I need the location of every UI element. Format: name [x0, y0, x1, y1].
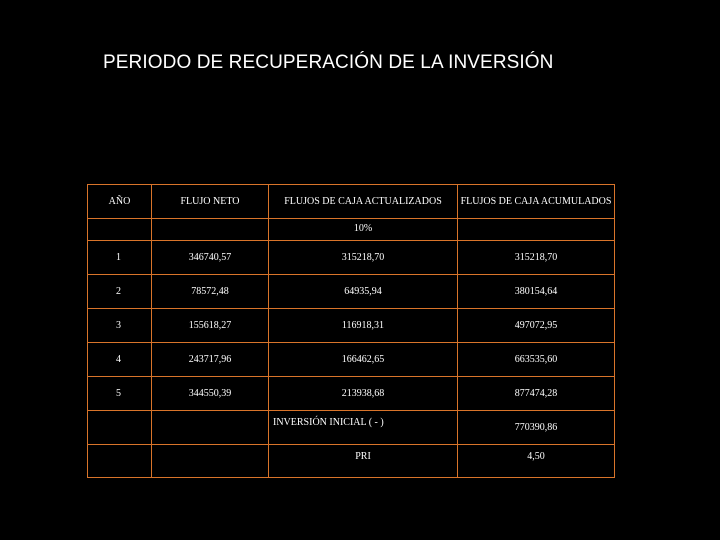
discount-rate	[269, 219, 458, 241]
investment-value: 770390,86	[458, 411, 615, 445]
net-flow-cell: 344550,39	[152, 377, 269, 411]
pri-label: PRI	[269, 445, 458, 478]
page-title: PERIODO DE RECUPERACIÓN DE LA INVERSIÓN	[103, 52, 554, 73]
discounted-cell: 64935,94	[269, 275, 458, 309]
table-row	[88, 309, 615, 343]
investment-row	[88, 411, 615, 445]
discounted-cell: 166462,65	[269, 343, 458, 377]
net-flow-cell: 155618,27	[152, 309, 269, 343]
year-cell: 5	[88, 377, 152, 411]
cumulative-cell: 663535,60	[458, 343, 615, 377]
discount-rate-value: 10%	[353, 223, 373, 234]
year-cell: 4	[88, 343, 152, 377]
table-row	[88, 275, 615, 309]
header-discounted-flows: FLUJOS DE CAJA ACTUALIZADOS	[269, 185, 458, 219]
cumulative-cell: 380154,64	[458, 275, 615, 309]
empty-cell	[88, 445, 152, 478]
empty-cell	[152, 445, 269, 478]
rate-empty-cell	[88, 219, 152, 241]
rate-row	[88, 219, 615, 241]
header-net-flow: FLUJO NETO	[152, 185, 269, 219]
empty-cell	[152, 411, 269, 445]
year-cell: 3	[88, 309, 152, 343]
investment-label: INVERSIÓN INICIAL ( - )	[269, 411, 458, 445]
discounted-cell: 315218,70	[269, 241, 458, 275]
header-cumulative-flows: FLUJOS DE CAJA ACUMULADOS	[458, 185, 615, 219]
table-row	[88, 241, 615, 275]
table-row	[88, 343, 615, 377]
header-year: AÑO	[88, 185, 152, 219]
net-flow-cell: 243717,96	[152, 343, 269, 377]
cumulative-cell: 877474,28	[458, 377, 615, 411]
cumulative-cell: 497072,95	[458, 309, 615, 343]
pri-row	[88, 445, 615, 478]
rate-empty-cell	[458, 219, 615, 241]
net-flow-cell: 78572,48	[152, 275, 269, 309]
discounted-cell: 213938,68	[269, 377, 458, 411]
rate-empty-cell	[152, 219, 269, 241]
table-row	[88, 377, 615, 411]
net-flow-cell: 346740,57	[152, 241, 269, 275]
empty-cell	[88, 411, 152, 445]
discounted-cell: 116918,31	[269, 309, 458, 343]
pri-value: 4,50	[458, 445, 615, 478]
header-row	[88, 185, 615, 219]
year-cell: 1	[88, 241, 152, 275]
payback-table	[87, 184, 615, 478]
year-cell: 2	[88, 275, 152, 309]
cumulative-cell: 315218,70	[458, 241, 615, 275]
